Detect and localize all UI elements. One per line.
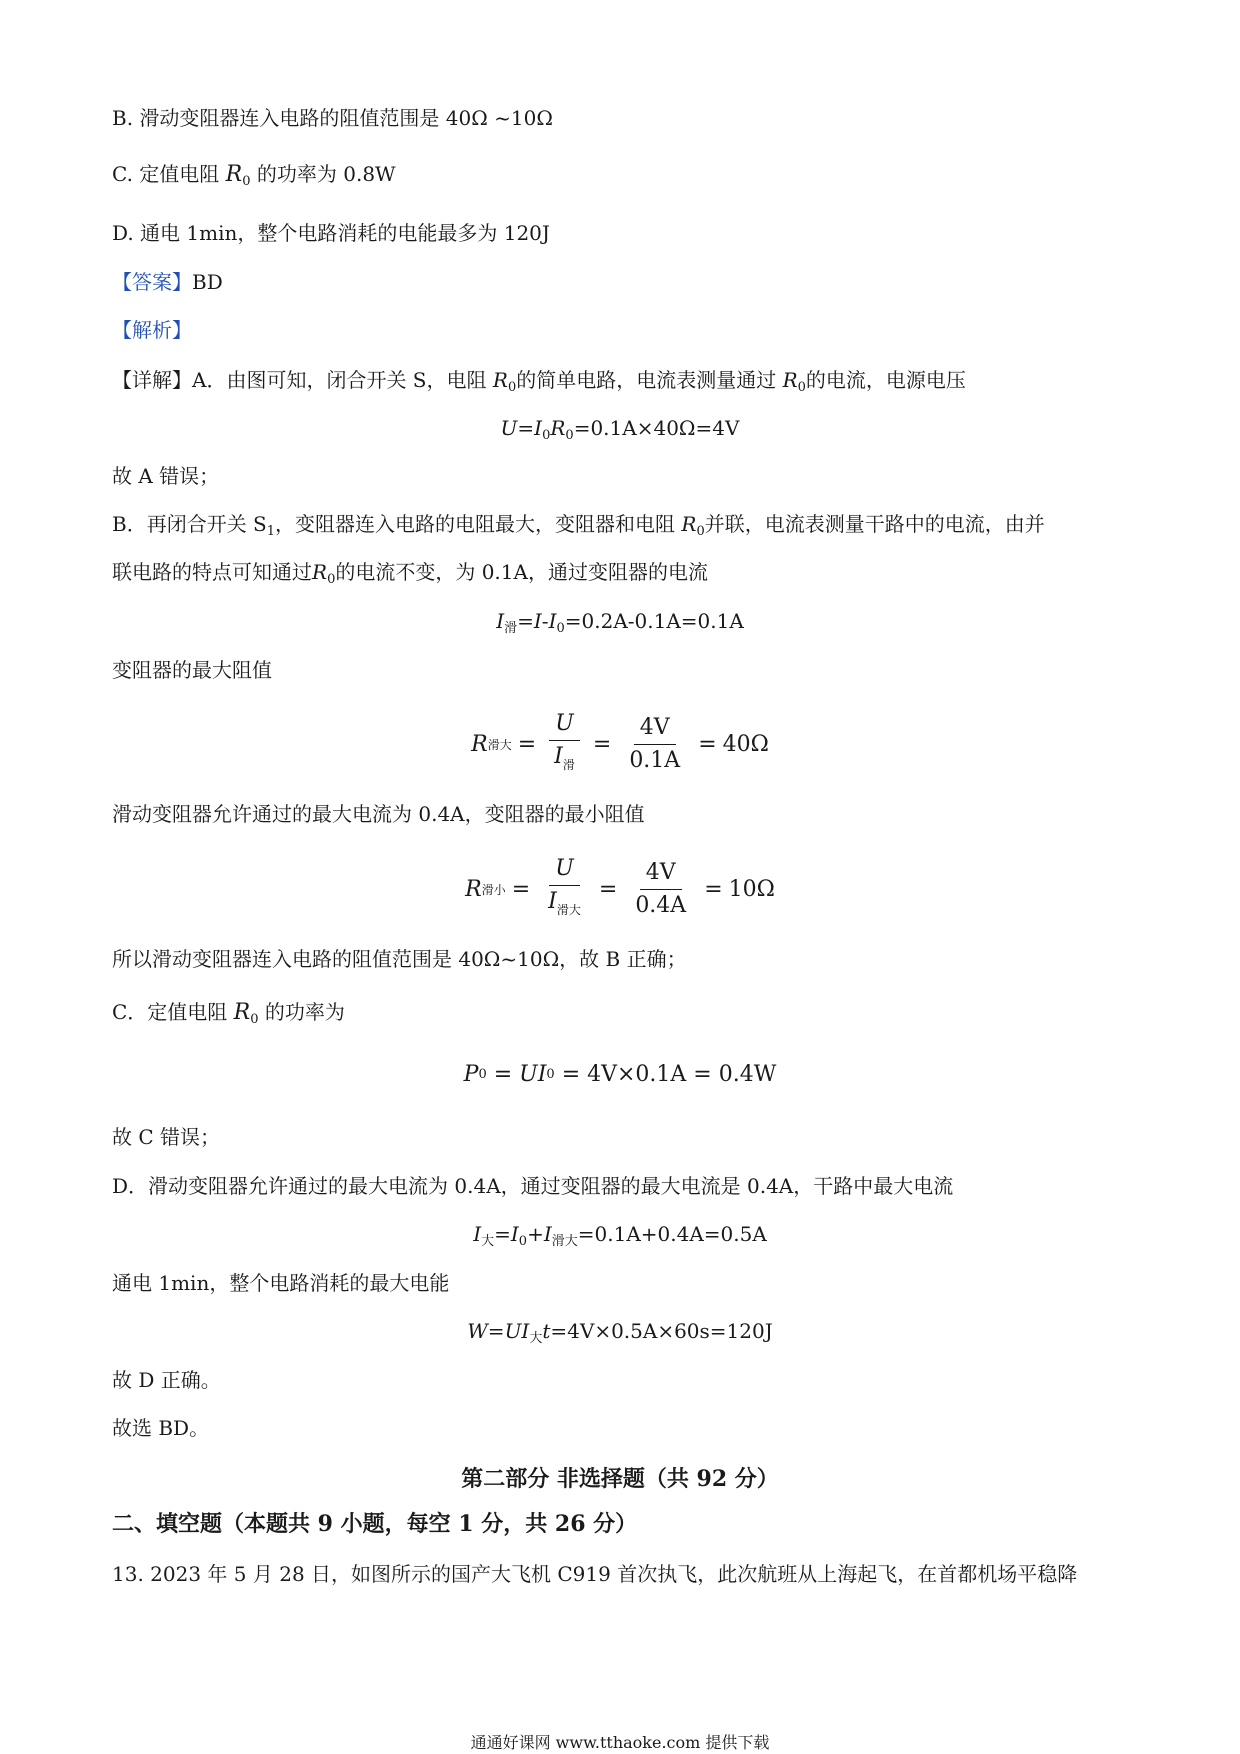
- answer-value: BD: [192, 270, 223, 294]
- rmax-sub: 滑大: [487, 738, 512, 752]
- equation-a-value: =0.1A×40Ω=4V: [573, 416, 740, 440]
- equation-w: $W=UI_大t=4V\times 0.5A\times 60s=120J$: [467, 1319, 773, 1346]
- detail-b-part2a: 联电路的特点可知通过: [112, 560, 312, 584]
- option-c-suffix: 的功率为 0.8W: [256, 162, 396, 186]
- rmax-num1: U: [549, 710, 580, 741]
- detail-a-part3: 的电流，电源电压: [805, 368, 966, 392]
- page-footer: 通通好课网 www.tthaoke.com 提供下载: [470, 1733, 770, 1752]
- detail-b-line1: B．再闭合开关 $S_1$，变阻器连入电路的电阻最大，变阻器和电阻 $R_0$并联，电流表测量干路中的电流，由并: [112, 512, 1045, 539]
- a-conclusion: 故 A 错误；: [112, 464, 220, 488]
- equation-c-value: = 4V×0.1A = 0.4W: [561, 1062, 777, 1087]
- equation-b: $I_滑=I-I_0=0.2A-0.1A=0.1A$: [496, 609, 744, 636]
- fraction-values-min: [629, 859, 692, 920]
- energy-text: 通电 1min，整个电路消耗的最大电能: [112, 1271, 450, 1295]
- equation-a: $U=I_0R_0=0.1A\times 40\Omega=4V$: [500, 416, 740, 443]
- rmax-den2: 0.1A: [629, 748, 681, 773]
- answer-label: 【答案】: [112, 270, 192, 294]
- rmax-den-sub: 滑: [562, 758, 575, 772]
- detail-c-text: C．定值电阻 $R_0$ 的功率为: [112, 1000, 345, 1027]
- rmin-num2: 4V: [640, 859, 682, 890]
- detail-b-part1c: 并联，电流表测量干路中的电流，由并: [704, 512, 1045, 536]
- detail-b-line2: 联电路的特点可知通过$R_0$的电流不变，为 0.1A，通过变阻器的电流: [112, 560, 708, 587]
- detail-d-text: D．滑动变阻器允许通过的最大电流为 0.4A，通过变阻器的最大电流是 0.4A，干路中最大电流: [112, 1174, 954, 1198]
- rmin-den2: 0.4A: [635, 893, 687, 918]
- detail-b-part1a: B．再闭合开关 S: [112, 512, 267, 536]
- detail-a-text: 【详解】A．由图可知，闭合开关 S，电阻 $R_0$的简单电路，电流表测量通过 $R_0$的电流，电源电压: [112, 368, 966, 395]
- fraction-u-over-i-min: $\frac{U}{I_{滑大}}$: [548, 856, 581, 917]
- final-answer: 故选 BD。: [112, 1416, 210, 1440]
- equation-d-value: =0.1A+0.4A=0.5A: [577, 1222, 767, 1246]
- detail-c-prefix: C．定值电阻: [112, 1000, 228, 1024]
- rmin-num1: U: [549, 855, 580, 886]
- d-conclusion: 故 D 正确。: [112, 1368, 221, 1392]
- equation-c: P 0 = UI 0 = 4V×0.1A = 0.4W: [463, 1062, 777, 1087]
- analysis-line: [112, 316, 192, 344]
- max-resist-text: 变阻器的最大阻值: [112, 658, 272, 682]
- fraction-u-over-i: $\frac{U}{I_滑}$: [548, 710, 581, 779]
- part2-subtitle: 二、填空题（本题共 9 小题，每空 1 分，共 26 分）: [112, 1511, 638, 1537]
- rmin-den-sub: 滑大: [556, 903, 581, 917]
- equation-w-value: =4V×0.5A×60s=120J: [550, 1319, 773, 1343]
- equation-d: $I_大=I_0+I_{滑大}=0.1A+0.4A=0.5A$: [473, 1222, 767, 1249]
- fraction-values: [623, 714, 686, 775]
- detail-b-part2b: 的电流不变，为 0.1A，通过变阻器的电流: [335, 560, 708, 584]
- b-conclusion: 所以滑动变阻器连入电路的阻值范围是 40Ω~10Ω，故 B 正确；: [112, 947, 687, 971]
- rmax-num2: 4V: [634, 714, 676, 745]
- detail-a-part2: 的简单电路，电流表测量通过: [516, 368, 777, 392]
- option-c: C. 定值电阻 $R_0$ 的功率为 0.8W: [112, 162, 396, 189]
- rmin-result: 10Ω: [728, 877, 775, 902]
- question-13: 13. 2023 年 5 月 28 日，如图所示的国产大飞机 C919 首次执飞，此次航班从上海起飞，在首都机场平稳降: [112, 1562, 1078, 1586]
- detail-a-part1: A．由图可知，闭合开关 S，电阻: [192, 368, 487, 392]
- option-b: B. 滑动变阻器连入电路的阻值范围是 40Ω ~10Ω: [112, 106, 553, 130]
- equation-rmin: R 滑小 = $\frac{U}{I_{滑大}}$ = $\frac{4V}{0.4A}$ = 10Ω: [0, 855, 1240, 924]
- detail-label: 【详解】: [112, 368, 192, 392]
- rmax-result: 40Ω: [722, 732, 769, 757]
- c-conclusion: 故 C 错误；: [112, 1125, 221, 1149]
- detail-c-suffix: 的功率为: [264, 1000, 345, 1024]
- answer-line: [112, 268, 223, 296]
- min-resist-text: 滑动变阻器允许通过的最大电流为 0.4A，变阻器的最小阻值: [112, 802, 645, 826]
- option-c-prefix: C. 定值电阻: [112, 162, 220, 186]
- analysis-label: 【解析】: [112, 318, 192, 342]
- option-d: D. 通电 1min，整个电路消耗的电能最多为 120J: [112, 221, 550, 245]
- equation-b-value: =0.2A-0.1A=0.1A: [564, 609, 744, 633]
- detail-b-part1b: ，变阻器连入电路的电阻最大，变阻器和电阻: [275, 512, 676, 536]
- part2-title: 第二部分 非选择题（共 92 分）: [461, 1466, 779, 1492]
- rmin-sub: 滑小: [481, 883, 506, 897]
- equation-rmax: R 滑大 = $\frac{U}{I_滑}$ = $\frac{4V}{0.1A}$ = 40Ω: [0, 710, 1240, 779]
